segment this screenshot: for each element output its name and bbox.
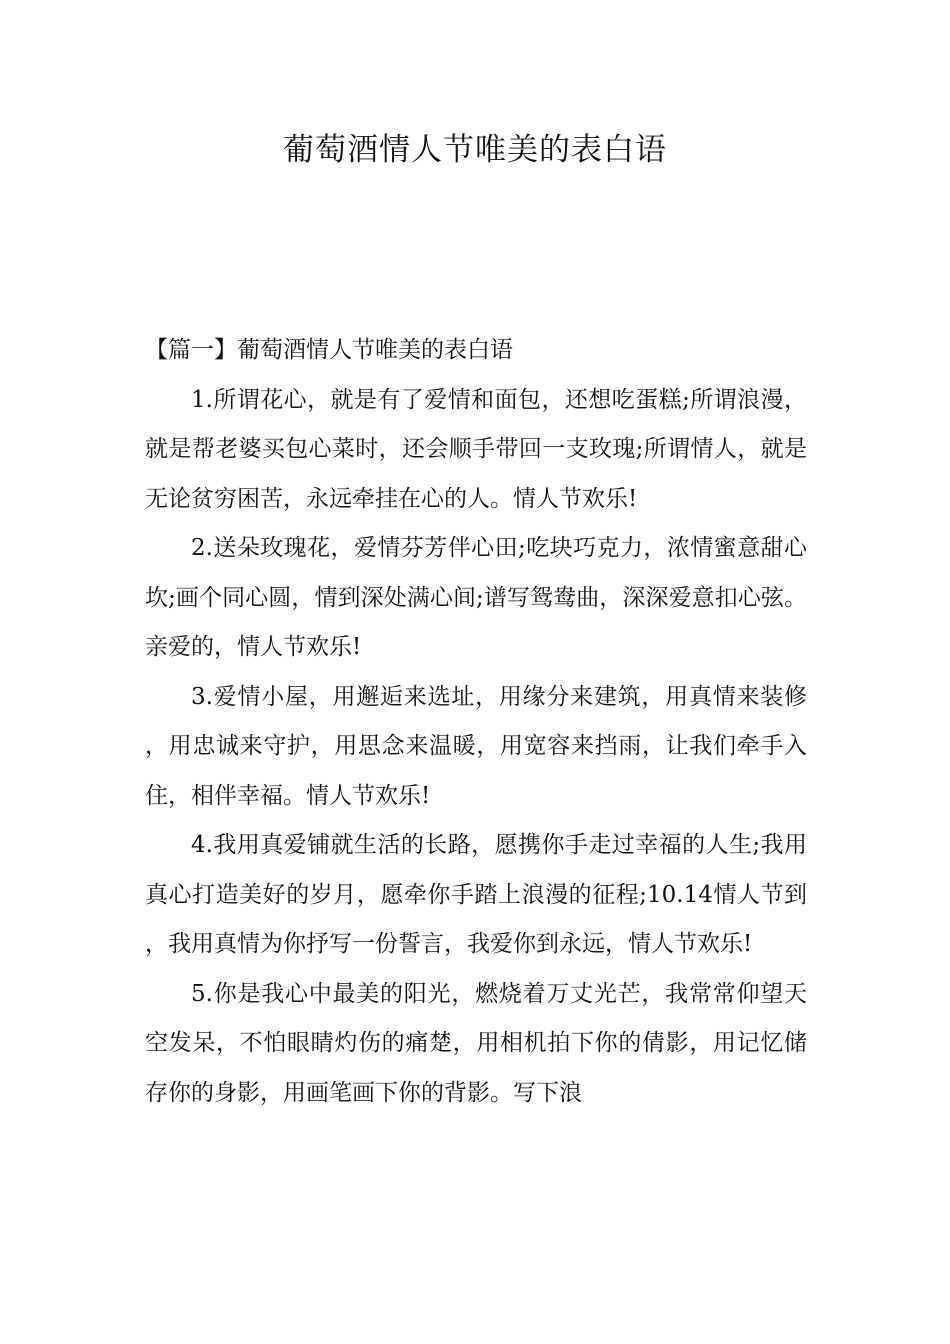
section-heading: 【篇一】葡萄酒情人节唯美的表白语 (145, 337, 513, 363)
paragraph-4: 4.我用真爱铺就生活的长路，愿携你手走过幸福的人生;我用真心打造美好的岁月，愿牵你手踏上浪漫的征程;10.14情人节到，我用真情为你抒写一份誓言，我爱你到永远，情人节欢乐! (145, 832, 807, 957)
paragraph-1: 1.所谓花心，就是有了爱情和面包，还想吃蛋糕;所谓浪漫，就是帮老婆买包心菜时，还会顺手带回一支玫瑰;所谓情人，就是无论贫穷困苦，永远牵挂在心的人。情人节欢乐! (145, 386, 807, 512)
paragraph-5: 5.你是我心中最美的阳光，燃烧着万丈光芒，我常常仰望天空发呆，不怕眼睛灼伤的痛楚，用相机拍下你的倩影，用记忆储存你的身影，用画笔画下你的背影。写下浪 (145, 980, 807, 1106)
paragraph-2: 2.送朵玫瑰花，爱情芬芳伴心田;吃块巧克力，浓情蜜意甜心坎;画个同心圆，情到深处满心间;谱写鸳鸯曲，深深爱意扣心弦。亲爱的，情人节欢乐! (145, 535, 807, 660)
paragraph-3: 3.爱情小屋，用邂逅来选址，用缘分来建筑，用真情来装修，用忠诚来守护，用思念来温暖，用宽容来挡雨，让我们牵手入住，相伴幸福。情人节欢乐! (145, 683, 807, 809)
document-body (145, 326, 807, 1118)
document-title: 葡萄酒情人节唯美的表白语 (283, 132, 667, 168)
